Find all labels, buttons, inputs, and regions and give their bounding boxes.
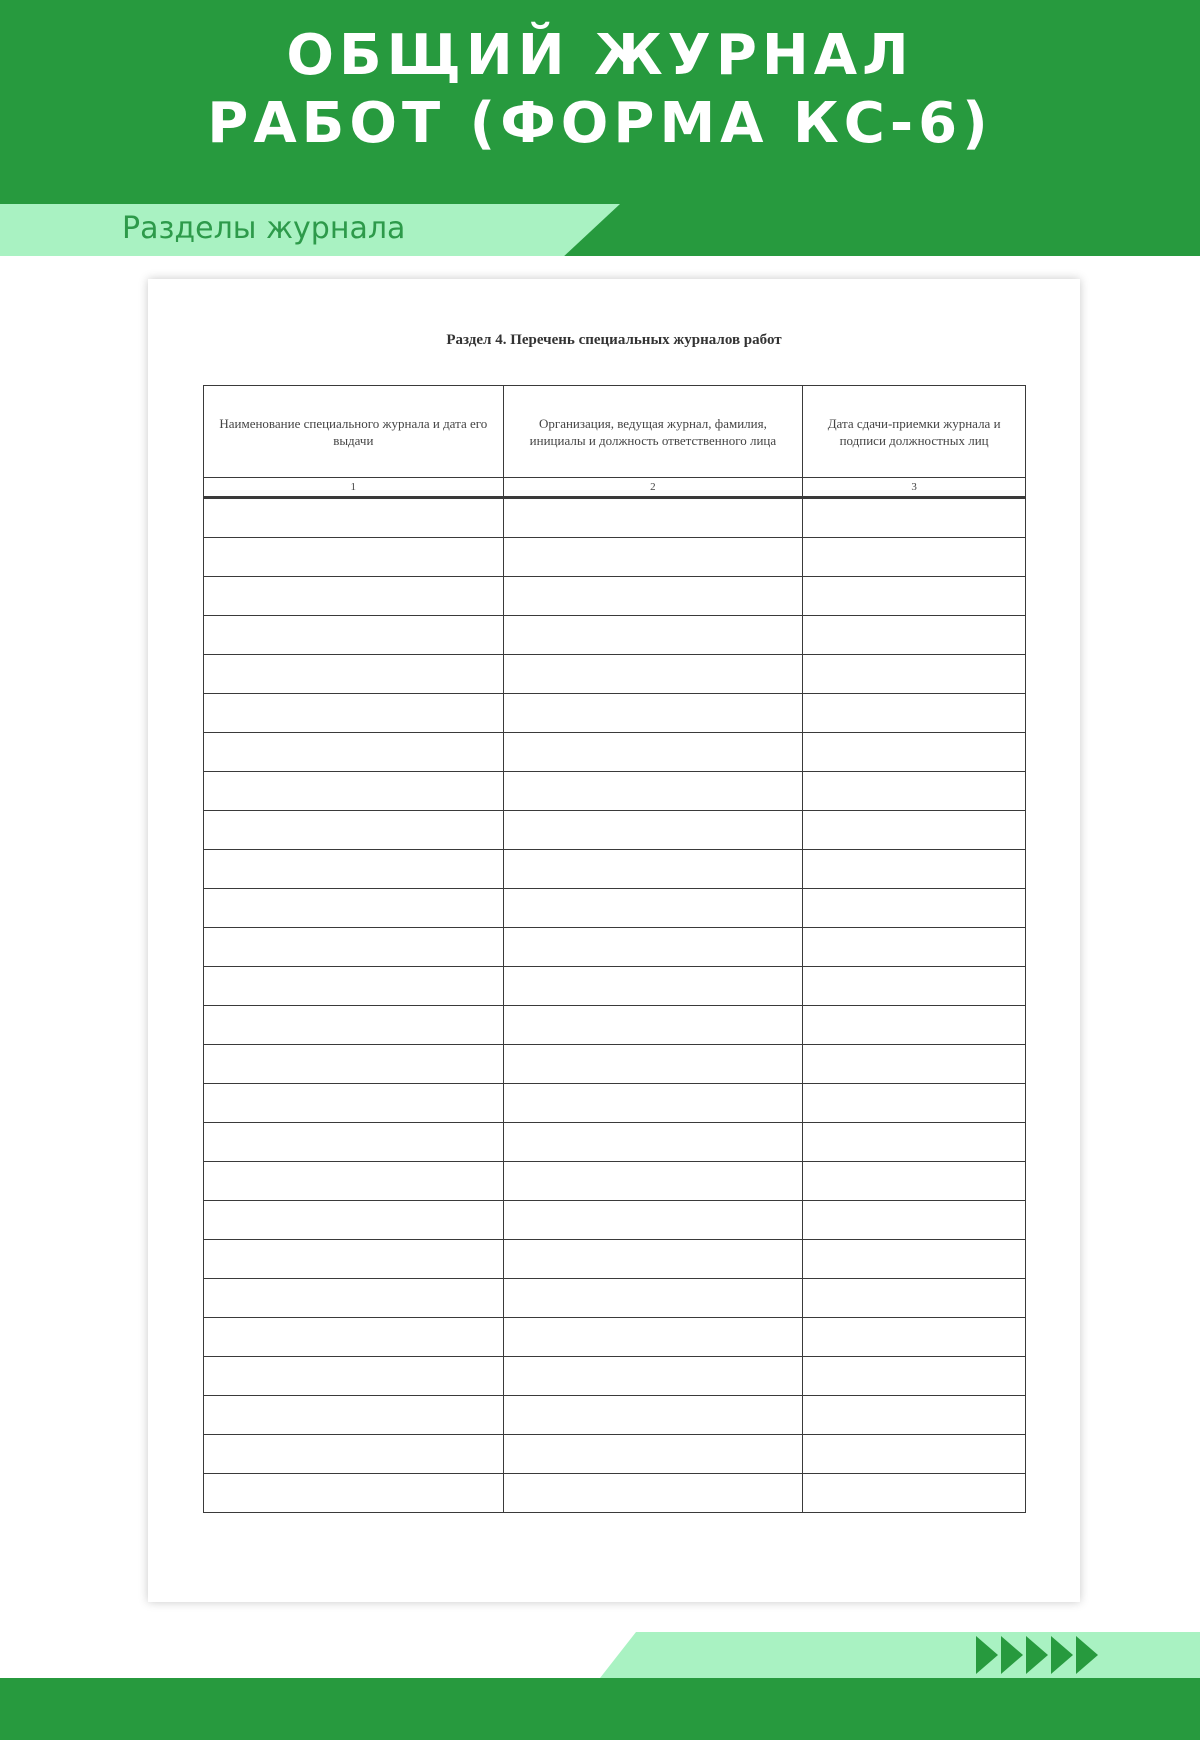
table-cell [503, 1006, 803, 1045]
table-cell [803, 538, 1026, 577]
table-row [204, 850, 1026, 889]
table-cell [204, 1201, 504, 1240]
arrow-right-icon [1026, 1636, 1048, 1674]
column-number: 3 [803, 478, 1026, 498]
table-cell [503, 1045, 803, 1084]
arrow-right-icon [1076, 1636, 1098, 1674]
table-cell [803, 850, 1026, 889]
table-row [204, 1357, 1026, 1396]
table-cell [803, 1435, 1026, 1474]
table-cell [204, 655, 504, 694]
table-cell [803, 811, 1026, 850]
table-cell [503, 1474, 803, 1513]
column-header-name: Наименование специального журнала и дата его выдачи [204, 386, 504, 478]
table-cell [204, 1045, 504, 1084]
table-cell [503, 967, 803, 1006]
column-header-date: Дата сдачи-приемки журнала и подписи должностных лиц [803, 386, 1026, 478]
table-row [204, 616, 1026, 655]
table-cell [503, 1357, 803, 1396]
table-cell [204, 1084, 504, 1123]
table-cell [503, 616, 803, 655]
table-cell [204, 1162, 504, 1201]
table-cell [803, 577, 1026, 616]
table-cell [803, 1357, 1026, 1396]
table-cell [503, 694, 803, 733]
table-cell [503, 850, 803, 889]
table-row [204, 1201, 1026, 1240]
table-cell [803, 1240, 1026, 1279]
table-cell [503, 538, 803, 577]
table-cell [204, 577, 504, 616]
table-row [204, 655, 1026, 694]
arrow-right-icon [976, 1636, 998, 1674]
table-cell [503, 928, 803, 967]
table-row [204, 1240, 1026, 1279]
table-row [204, 1084, 1026, 1123]
table-cell [503, 1123, 803, 1162]
table-cell [204, 1318, 504, 1357]
table-cell [503, 655, 803, 694]
table-cell [503, 1201, 803, 1240]
document-sheet [148, 279, 1080, 1602]
table-cell [803, 1201, 1026, 1240]
table-cell [204, 1357, 504, 1396]
table-row [204, 1006, 1026, 1045]
table-cell [503, 498, 803, 538]
table-cell [503, 772, 803, 811]
table-cell [803, 1162, 1026, 1201]
table-cell [803, 694, 1026, 733]
table-cell [803, 967, 1026, 1006]
column-number-row [204, 478, 1026, 498]
table-row [204, 772, 1026, 811]
table-cell [803, 1474, 1026, 1513]
table-row [204, 1318, 1026, 1357]
table-row [204, 889, 1026, 928]
table-cell [204, 889, 504, 928]
table-cell [803, 1006, 1026, 1045]
column-number: 2 [503, 478, 803, 498]
table-row [204, 577, 1026, 616]
arrow-right-icon [1051, 1636, 1073, 1674]
table-cell [803, 928, 1026, 967]
table-cell [803, 1396, 1026, 1435]
table-cell [503, 889, 803, 928]
table-header-row [204, 386, 1026, 478]
table-row [204, 1396, 1026, 1435]
document-title: Раздел 4. Перечень специальных журналов работ [446, 332, 782, 348]
table-row [204, 1123, 1026, 1162]
table-row [204, 967, 1026, 1006]
table-cell [204, 733, 504, 772]
table-cell [503, 1318, 803, 1357]
table-cell [803, 772, 1026, 811]
arrow-right-icon [1001, 1636, 1023, 1674]
table-cell [503, 1162, 803, 1201]
table-cell [803, 1045, 1026, 1084]
table-row [204, 538, 1026, 577]
table-cell [204, 1279, 504, 1318]
table-row [204, 1045, 1026, 1084]
table-row [204, 498, 1026, 538]
table-cell [803, 733, 1026, 772]
journal-table [203, 385, 1026, 1513]
table-cell [204, 1240, 504, 1279]
table-cell [204, 1006, 504, 1045]
column-header-organization: Организация, ведущая журнал, фамилия, инициалы и должность ответственного лица [503, 386, 803, 478]
table-row [204, 1435, 1026, 1474]
page-title-line-1: ОБЩИЙ ЖУРНАЛ [286, 23, 914, 88]
table-cell [204, 967, 504, 1006]
table-row [204, 694, 1026, 733]
table-cell [204, 850, 504, 889]
table-row [204, 1474, 1026, 1513]
section-label: Разделы журнала [122, 211, 406, 246]
footer-band [0, 1678, 1200, 1740]
table-cell [803, 889, 1026, 928]
table-cell [803, 655, 1026, 694]
table-cell [204, 538, 504, 577]
table-cell [204, 772, 504, 811]
table-cell [204, 1474, 504, 1513]
table-cell [503, 577, 803, 616]
table-cell [204, 694, 504, 733]
footer-tab [600, 1632, 1200, 1678]
page-title-line-2: РАБОТ (ФОРМА КС-6) [207, 91, 993, 156]
page-title [0, 22, 1200, 158]
table-row [204, 1162, 1026, 1201]
table-row [204, 928, 1026, 967]
table-cell [204, 616, 504, 655]
table-cell [803, 616, 1026, 655]
table-cell [503, 1279, 803, 1318]
table-cell [503, 1435, 803, 1474]
table-cell [503, 1084, 803, 1123]
column-number: 1 [204, 478, 504, 498]
table-row [204, 811, 1026, 850]
table-cell [204, 1435, 504, 1474]
table-cell [204, 498, 504, 538]
table-row [204, 733, 1026, 772]
table-cell [204, 1123, 504, 1162]
table-cell [503, 733, 803, 772]
table-cell [803, 498, 1026, 538]
table-cell [803, 1084, 1026, 1123]
table-cell [503, 1396, 803, 1435]
table-cell [803, 1123, 1026, 1162]
table-cell [503, 1240, 803, 1279]
next-arrows[interactable] [976, 1636, 1098, 1676]
table-cell [503, 811, 803, 850]
table-cell [204, 928, 504, 967]
table-cell [803, 1318, 1026, 1357]
table-row [204, 1279, 1026, 1318]
table-cell [204, 811, 504, 850]
table-cell [204, 1396, 504, 1435]
table-cell [803, 1279, 1026, 1318]
